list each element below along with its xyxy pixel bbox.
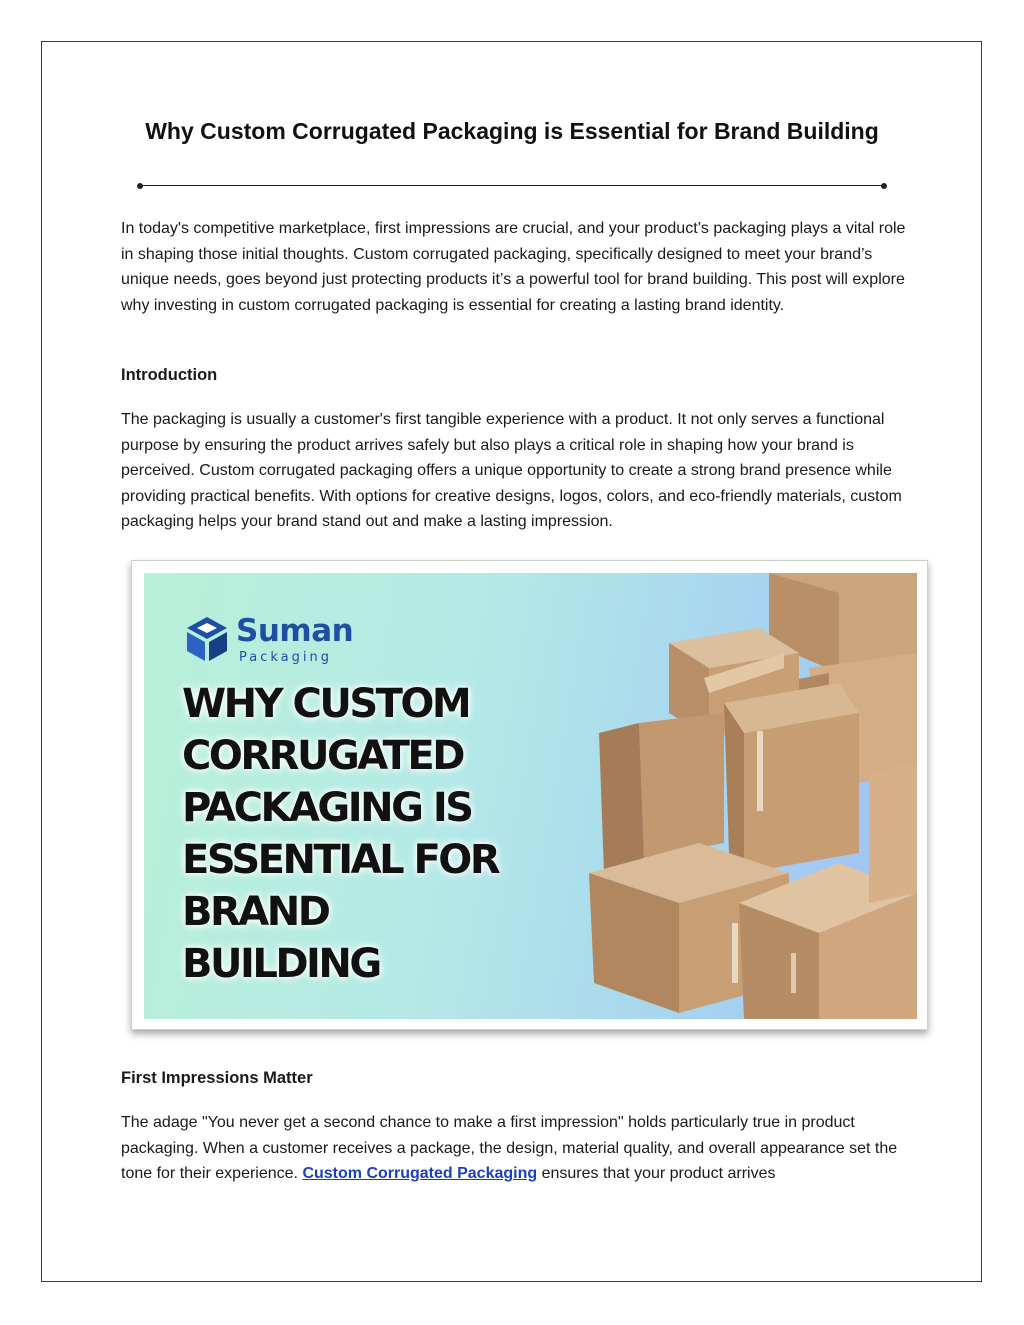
paragraph-text: ensures that your product arrives (537, 1165, 776, 1183)
section-heading-introduction: Introduction (121, 366, 218, 384)
headline-line: CORRUGATED (182, 733, 463, 779)
section-heading-first-impressions: First Impressions Matter (121, 1069, 313, 1087)
cube-icon (184, 615, 230, 663)
banner-headline (182, 678, 498, 990)
headline-line: ESSENTIAL FOR (182, 837, 499, 883)
logo-subtitle: Packaging (239, 650, 332, 665)
headline-line: PACKAGING IS (182, 785, 472, 831)
banner-image (144, 573, 917, 1019)
headline-line: BRAND (182, 889, 329, 935)
banner-figure (131, 560, 928, 1030)
title-divider (137, 180, 887, 192)
brand-logo (184, 613, 384, 665)
intro-paragraph: In today's competitive marketplace, first impressions are crucial, and your product’s packaging plays a vital role in shaping those initial thoughts. Custom corrugated packaging, specifically designed to meet your brand’s unique needs, goes beyond just protecting products it’s a powerful tool for brand building. This post will explore why investing in custom corrugated packaging is essential for creating a lasting brand identity. (121, 220, 906, 314)
first-impressions-paragraph (121, 1110, 911, 1187)
cardboard-boxes-illustration (539, 573, 917, 1019)
paragraph-text: The adage "You never get a second chance to make a first impression" holds particularly true in product packaging. When a customer receives a package, the design, material quality, and overall appearance set the tone for their experience. (121, 1114, 898, 1183)
headline-line: BUILDING (182, 941, 380, 987)
page-title: Why Custom Corrugated Packaging is Essential for Brand Building (145, 118, 879, 144)
headline-line: WHY CUSTOM (182, 681, 470, 727)
custom-corrugated-packaging-link[interactable]: Custom Corrugated Packaging (302, 1165, 538, 1183)
logo-name: Suman (236, 613, 354, 649)
introduction-paragraph: The packaging is usually a customer's first tangible experience with a product. It not only serves a functional purpose by ensuring the product arrives safely but also plays a critical role in shaping how your brand is perceived. Custom corrugated packaging offers a unique opportunity to create a strong brand presence while providing practical benefits. With options for creative designs, logos, colors, and eco-friendly materials, custom packaging helps your brand stand out and make a lasting impression. (121, 411, 902, 531)
